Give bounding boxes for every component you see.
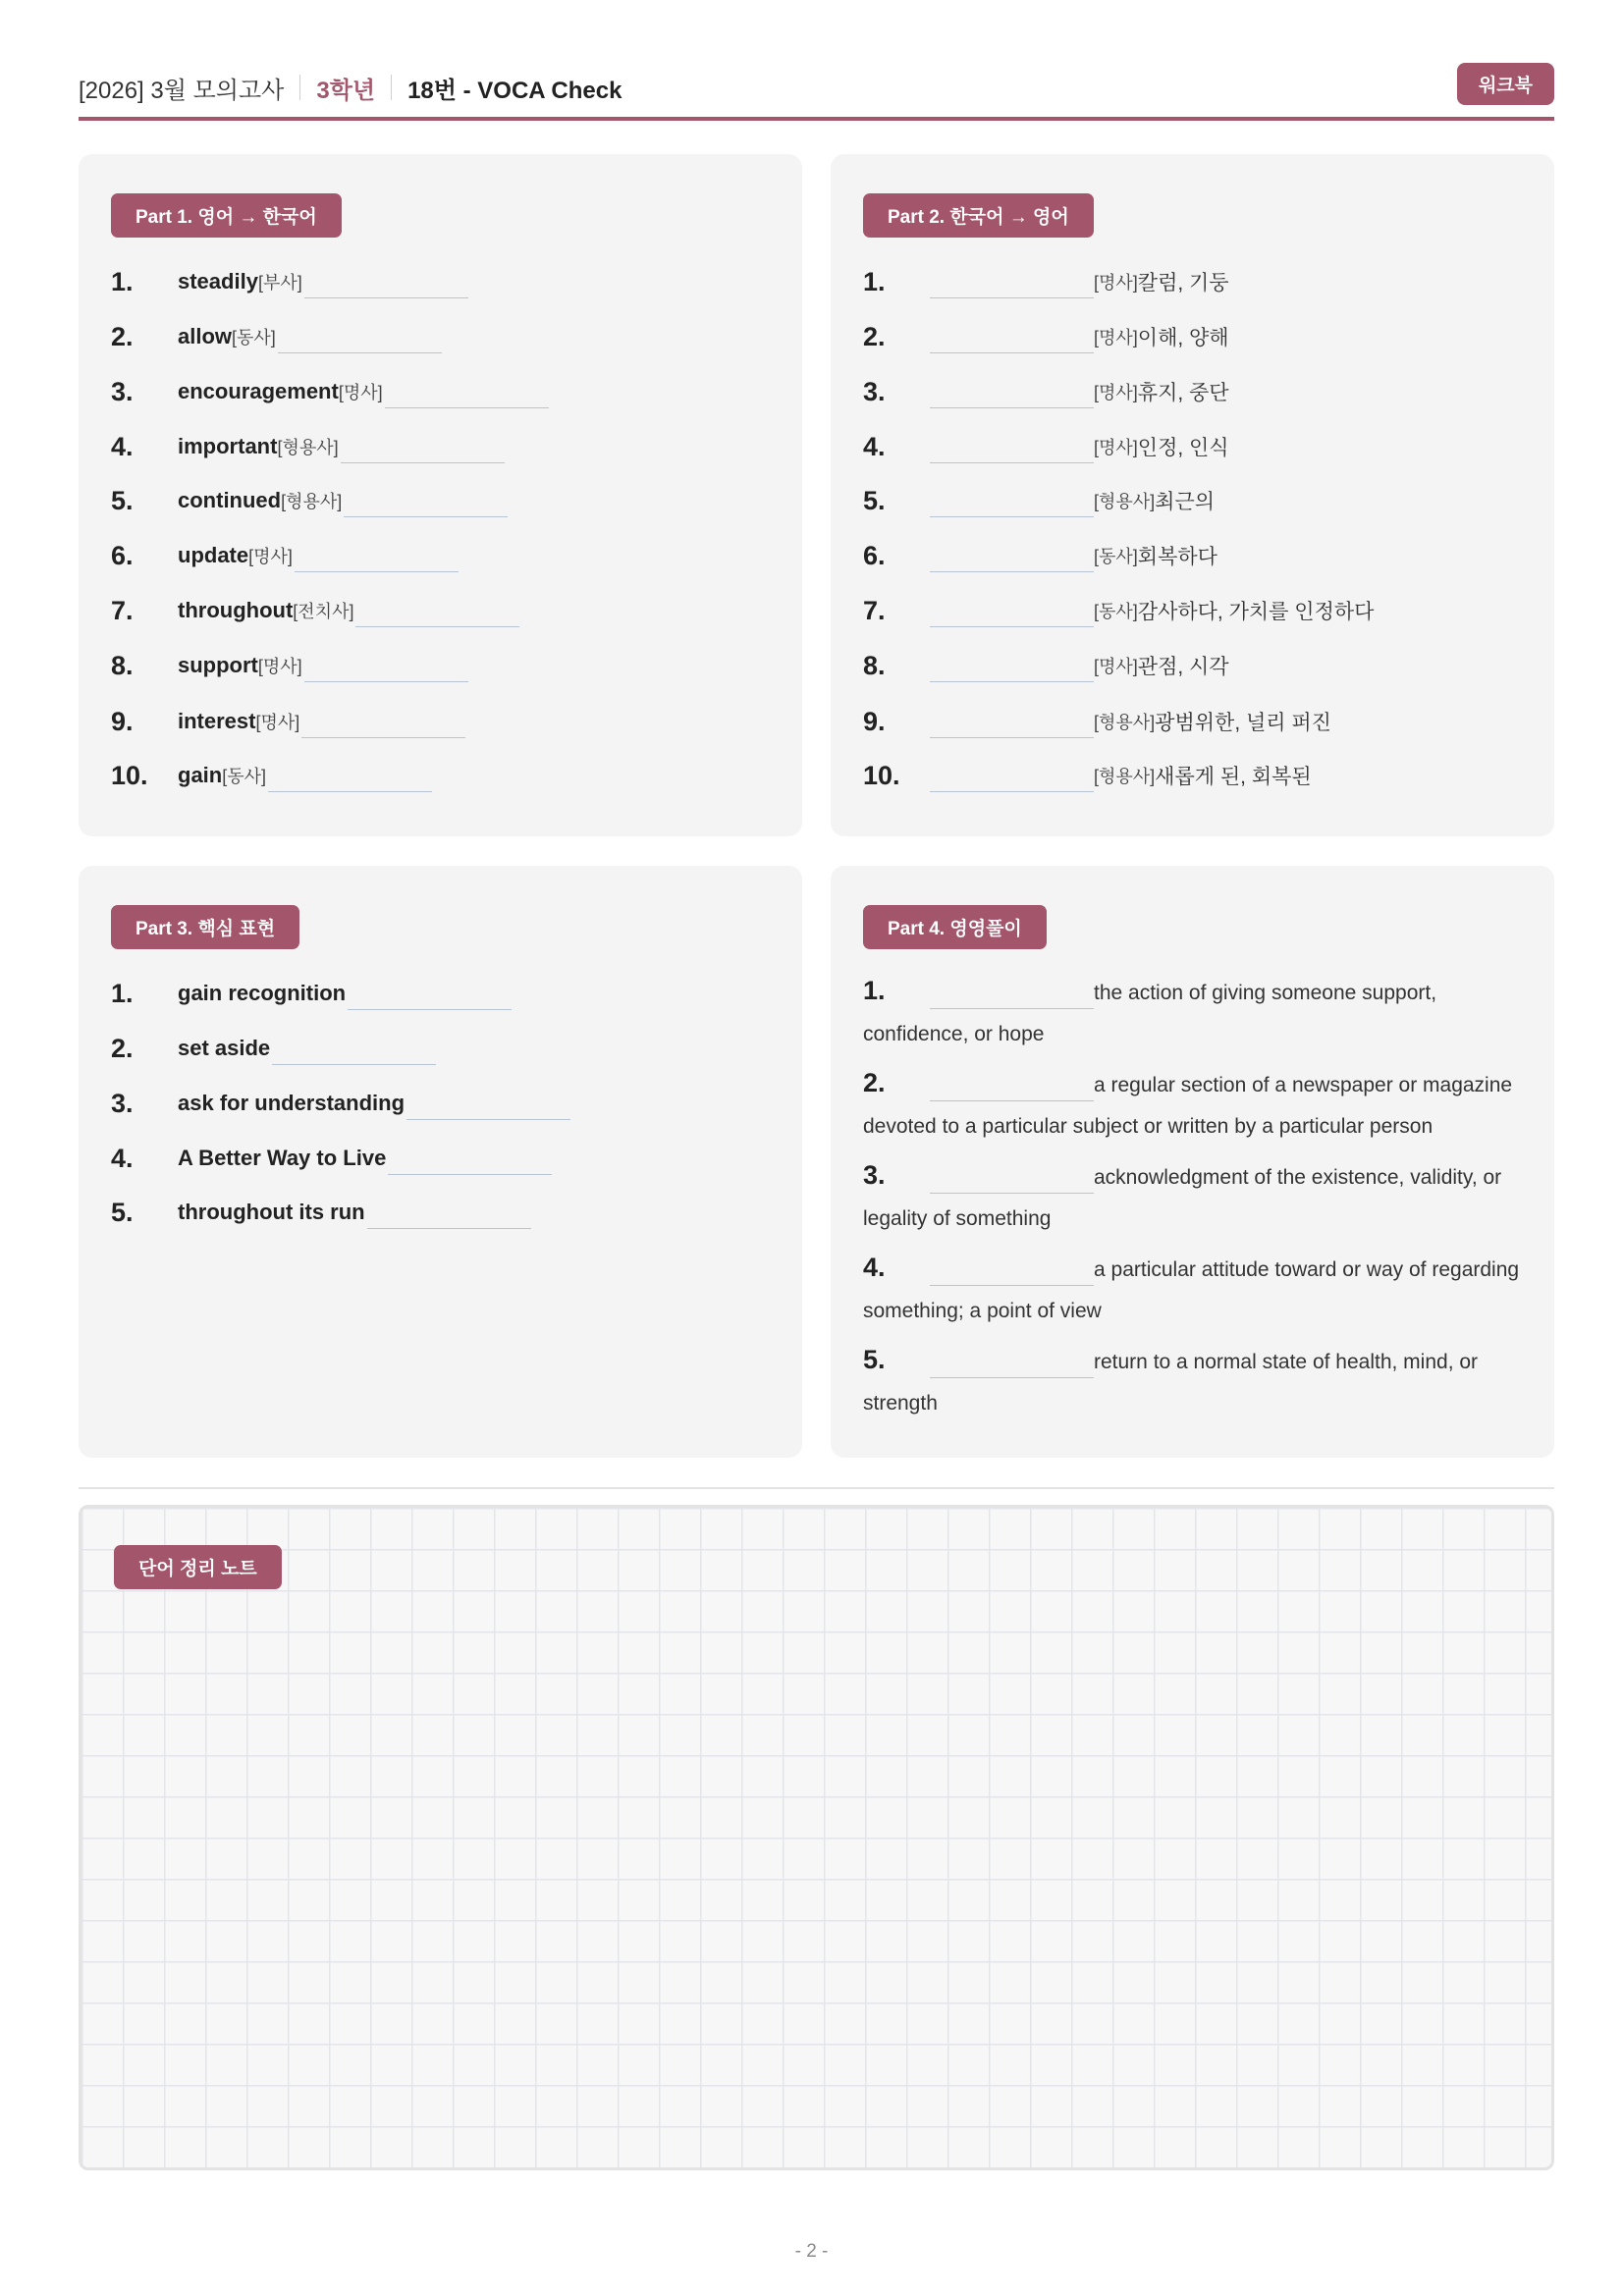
part-of-speech: [형용사]: [281, 492, 343, 511]
exam-title: [2026] 3월 모의고사: [79, 77, 285, 104]
english-word: steadily: [178, 269, 258, 294]
answer-blank[interactable]: [385, 376, 549, 408]
part1-item: [111, 372, 549, 411]
part2-item: [863, 756, 1312, 795]
item-number: 10.: [111, 760, 148, 790]
english-word: gain: [178, 763, 223, 787]
part-of-speech: [명사]: [1094, 383, 1138, 402]
part4-item: [863, 970, 1541, 1055]
answer-blank[interactable]: [930, 321, 1094, 353]
part1-label: Part 1. 영어 → 한국어: [111, 193, 342, 238]
item-number: 2.: [863, 321, 886, 351]
answer-blank[interactable]: [930, 485, 1094, 517]
part2-item: [863, 427, 1229, 466]
part1-item: [111, 646, 468, 685]
part-of-speech: [명사]: [248, 547, 293, 566]
korean-meaning: 최근의: [1155, 491, 1216, 513]
part1-item: [111, 427, 505, 466]
korean-meaning: 관점, 시각: [1137, 656, 1229, 678]
korean-meaning: 감사하다, 가치를 인정하다: [1137, 601, 1375, 623]
english-definition: a regular section of a newspaper or magazine devoted to a particular subject or written by a particular person: [863, 1074, 1513, 1138]
part2-item: [863, 372, 1229, 411]
korean-meaning: 인정, 인식: [1137, 437, 1229, 459]
vocab-notes-grid[interactable]: [79, 1505, 1554, 2170]
notes-label: 단어 정리 노트: [114, 1545, 282, 1589]
key-phrase: gain recognition: [178, 981, 347, 1005]
item-number: 1.: [863, 976, 886, 1005]
answer-blank[interactable]: [930, 376, 1094, 408]
item-number: 8.: [111, 650, 134, 680]
answer-blank[interactable]: [304, 650, 468, 682]
item-number: 3.: [863, 1160, 886, 1190]
part-of-speech: [형용사]: [1094, 713, 1156, 732]
item-number: 4.: [111, 1143, 134, 1173]
item-number: 6.: [111, 540, 134, 570]
english-definition: return to a normal state of health, mind, or strength: [863, 1351, 1479, 1415]
part4-item: [863, 1154, 1541, 1240]
korean-meaning: 새롭게 된, 회복된: [1155, 766, 1312, 788]
part3-item: [111, 1193, 531, 1232]
part2-item: [863, 702, 1331, 741]
english-definition: acknowledgment of the existence, validity, or legality of something: [863, 1166, 1502, 1230]
page-header: [79, 63, 1554, 112]
item-number: 4.: [863, 1253, 886, 1282]
korean-meaning: 광범위한, 널리 퍼진: [1155, 712, 1331, 734]
part3-item: [111, 974, 512, 1013]
english-word: throughout: [178, 598, 294, 622]
part2-label: Part 2. 한국어 → 영어: [863, 193, 1094, 238]
item-number: 4.: [111, 431, 134, 461]
part4-label: Part 4. 영영풀이: [863, 905, 1047, 949]
part-of-speech: [부사]: [257, 273, 302, 293]
korean-meaning: 휴지, 중단: [1137, 382, 1229, 404]
part4-item: [863, 1062, 1541, 1148]
answer-blank[interactable]: [341, 431, 505, 463]
item-number: 1.: [111, 266, 134, 296]
answer-blank[interactable]: [344, 485, 508, 517]
item-number: 5.: [863, 485, 886, 515]
part2-item: [863, 591, 1374, 630]
answer-blank[interactable]: [930, 706, 1094, 738]
part3-label: Part 3. 핵심 표현: [111, 905, 299, 949]
part-of-speech: [전치사]: [293, 602, 354, 621]
item-number: 10.: [863, 760, 900, 790]
part1-item: [111, 756, 432, 795]
part1-item: [111, 536, 459, 575]
item-number: 5.: [863, 1345, 886, 1374]
worksheet-title: 18번 - VOCA Check: [407, 77, 622, 104]
english-definition: the action of giving someone support, confidence, or hope: [863, 982, 1437, 1045]
item-number: 5.: [111, 1197, 134, 1227]
part1-item: [111, 481, 508, 520]
part-of-speech: [명사]: [1094, 657, 1138, 676]
item-number: 3.: [111, 1088, 134, 1118]
item-number: 3.: [863, 376, 886, 406]
section-divider: [79, 1487, 1554, 1489]
item-number: 4.: [863, 431, 886, 461]
item-number: 7.: [863, 595, 886, 625]
part1-item: [111, 262, 468, 301]
english-word: continued: [178, 488, 282, 512]
english-word: allow: [178, 324, 233, 348]
page-number: - 2 -: [794, 2241, 829, 2262]
part2-panel: [831, 154, 1554, 836]
part-of-speech: [동사]: [222, 767, 267, 786]
part-of-speech: [형용사]: [1094, 492, 1156, 511]
part-of-speech: [명사]: [257, 657, 302, 676]
answer-blank[interactable]: [406, 1088, 570, 1120]
part-of-speech: [명사]: [338, 383, 383, 402]
item-number: 9.: [111, 706, 134, 736]
answer-blank[interactable]: [930, 977, 1094, 1009]
part2-item: [863, 317, 1229, 356]
answer-blank[interactable]: [930, 431, 1094, 463]
part3-item: [111, 1029, 436, 1068]
grade-label: 3학년: [316, 77, 376, 104]
item-number: 7.: [111, 595, 134, 625]
item-number: 1.: [863, 266, 886, 296]
answer-blank[interactable]: [388, 1143, 552, 1175]
item-number: 2.: [111, 1033, 134, 1063]
english-word: support: [178, 653, 258, 677]
english-word: interest: [178, 709, 256, 733]
part-of-speech: [명사]: [1094, 438, 1138, 457]
part1-item: [111, 702, 465, 741]
part2-item: [863, 536, 1217, 575]
part-of-speech: [명사]: [1094, 328, 1138, 347]
part-of-speech: [형용사]: [277, 438, 339, 457]
part-of-speech: [형용사]: [1094, 767, 1156, 786]
key-phrase: throughout its run: [178, 1200, 365, 1224]
item-number: 6.: [863, 540, 886, 570]
item-number: 8.: [863, 650, 886, 680]
key-phrase: ask for understanding: [178, 1091, 406, 1115]
answer-blank[interactable]: [295, 540, 459, 572]
answer-blank[interactable]: [930, 266, 1094, 298]
item-number: 2.: [863, 1068, 886, 1097]
item-number: 2.: [111, 321, 134, 351]
answer-blank[interactable]: [268, 760, 432, 792]
english-word: important: [178, 434, 278, 458]
part4-panel: [831, 866, 1554, 1458]
part-of-speech: [명사]: [255, 713, 300, 732]
answer-blank[interactable]: [301, 706, 465, 738]
korean-meaning: 이해, 양해: [1137, 327, 1229, 349]
answer-blank[interactable]: [930, 650, 1094, 682]
english-word: update: [178, 543, 249, 567]
answer-blank[interactable]: [930, 1161, 1094, 1194]
part1-panel: [79, 154, 802, 836]
item-number: 5.: [111, 485, 134, 515]
english-definition: a particular attitude toward or way of regarding something; a point of view: [863, 1258, 1520, 1322]
part2-item: [863, 646, 1229, 685]
part1-item: [111, 591, 519, 630]
workbook-badge: 워크북: [1457, 63, 1554, 105]
part-of-speech: [동사]: [1094, 602, 1138, 621]
answer-blank[interactable]: [930, 1254, 1094, 1286]
part1-item: [111, 317, 442, 356]
part4-item: [863, 1339, 1541, 1424]
part2-item: [863, 262, 1229, 301]
part3-panel: [79, 866, 802, 1458]
part2-item: [863, 481, 1215, 520]
english-word: encouragement: [178, 379, 339, 403]
header-separator: [299, 75, 300, 100]
answer-blank[interactable]: [355, 595, 519, 627]
part3-item: [111, 1084, 570, 1123]
part-of-speech: [동사]: [1094, 547, 1138, 566]
answer-blank[interactable]: [930, 540, 1094, 572]
key-phrase: set aside: [178, 1036, 271, 1060]
part-of-speech: [동사]: [232, 328, 276, 347]
answer-blank[interactable]: [278, 321, 442, 353]
header-separator: [391, 75, 392, 100]
korean-meaning: 회복하다: [1137, 546, 1217, 568]
answer-blank[interactable]: [930, 1346, 1094, 1378]
answer-blank[interactable]: [304, 266, 468, 298]
part-of-speech: [명사]: [1094, 273, 1138, 293]
part4-item: [863, 1247, 1541, 1332]
answer-blank[interactable]: [930, 595, 1094, 627]
answer-blank[interactable]: [367, 1197, 531, 1229]
answer-blank[interactable]: [272, 1033, 436, 1065]
korean-meaning: 칼럼, 기둥: [1137, 272, 1229, 294]
part3-item: [111, 1139, 552, 1178]
item-number: 3.: [111, 376, 134, 406]
answer-blank[interactable]: [930, 1069, 1094, 1101]
key-phrase: A Better Way to Live: [178, 1146, 387, 1170]
item-number: 9.: [863, 706, 886, 736]
item-number: 1.: [111, 978, 134, 1008]
answer-blank[interactable]: [348, 978, 512, 1010]
header-rule: [79, 117, 1554, 121]
answer-blank[interactable]: [930, 760, 1094, 792]
